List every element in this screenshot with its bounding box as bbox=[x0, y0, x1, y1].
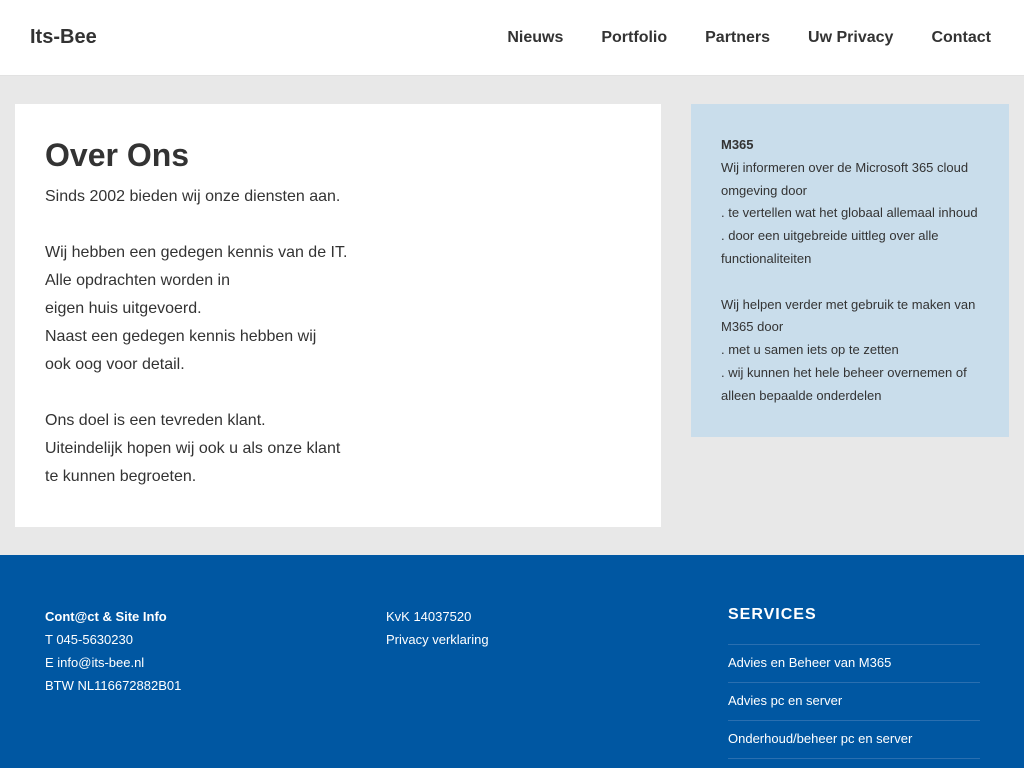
widget-line: M365 door bbox=[721, 319, 784, 335]
widget-title: M365 bbox=[721, 137, 754, 152]
service-link-onderhoud[interactable]: Onderhoud/beheer pc en server bbox=[728, 731, 913, 746]
service-item bbox=[728, 721, 980, 759]
about-line: Wij hebben een gedegen kennis van de IT. bbox=[45, 244, 348, 261]
service-link-m365[interactable]: Advies en Beheer van M365 bbox=[728, 655, 892, 670]
about-line: te kunnen begroeten. bbox=[45, 468, 197, 485]
footer-legal bbox=[386, 605, 489, 651]
site-footer bbox=[0, 555, 1024, 768]
spacer bbox=[45, 379, 631, 407]
about-line: eigen huis uitgevoerd. bbox=[45, 300, 202, 317]
about-line: Alle opdrachten worden in bbox=[45, 272, 231, 289]
spacer bbox=[45, 211, 631, 239]
about-line: Naast een gedegen kennis hebben wij bbox=[45, 328, 317, 345]
nav-item-uw-privacy[interactable]: Uw Privacy bbox=[808, 29, 894, 46]
m365-widget bbox=[691, 104, 1009, 437]
footer-vat: BTW NL116672882B01 bbox=[45, 678, 182, 693]
widget-line: . met u samen iets op te zetten bbox=[721, 342, 899, 358]
site-logo-text[interactable]: Its-Bee bbox=[30, 26, 97, 48]
widget-line: functionaliteiten bbox=[721, 250, 812, 266]
service-item bbox=[728, 645, 980, 683]
spacer bbox=[721, 271, 979, 294]
service-item bbox=[728, 683, 980, 721]
footer-email: E info@its-bee.nl bbox=[45, 655, 145, 670]
nav-item-nieuws[interactable]: Nieuws bbox=[507, 29, 564, 46]
footer-phone: T 045-5630230 bbox=[45, 632, 133, 647]
footer-contact bbox=[45, 605, 181, 697]
widget-line: . te vertellen wat het globaal allemaal inhoud bbox=[721, 205, 978, 221]
nav-item-contact[interactable]: Contact bbox=[931, 29, 991, 46]
widget-line: Wij informeren over de Microsoft 365 cloud bbox=[721, 159, 969, 175]
main-nav bbox=[469, 28, 991, 48]
service-link-pc-server[interactable]: Advies pc en server bbox=[728, 693, 843, 708]
about-card bbox=[15, 104, 661, 527]
footer-services bbox=[728, 605, 980, 759]
about-line: Uiteindelijk hopen wij ook u als onze klant bbox=[45, 440, 341, 457]
privacy-link[interactable]: Privacy verklaring bbox=[386, 632, 489, 647]
nav-item-partners[interactable]: Partners bbox=[705, 29, 771, 46]
widget-line: . door een uitgebreide uittleg over alle bbox=[721, 228, 939, 244]
footer-contact-heading: Cont@ct & Site Info bbox=[45, 609, 167, 624]
services-heading: SERVICES bbox=[728, 605, 980, 645]
widget-line: . wij kunnen het hele beheer overnemen of bbox=[721, 364, 967, 380]
site-header bbox=[0, 0, 1024, 76]
footer-kvk: KvK 14037520 bbox=[386, 609, 472, 624]
about-line: Ons doel is een tevreden klant. bbox=[45, 412, 266, 429]
about-line: ook oog voor detail. bbox=[45, 356, 185, 373]
widget-line: omgeving door bbox=[721, 182, 807, 198]
page-title: Over Ons bbox=[45, 137, 190, 173]
about-line: Sinds 2002 bieden wij onze diensten aan. bbox=[45, 188, 341, 205]
widget-line: alleen bepaalde onderdelen bbox=[721, 387, 882, 403]
widget-line: Wij helpen verder met gebruik te maken van bbox=[721, 296, 976, 312]
nav-item-portfolio[interactable]: Portfolio bbox=[601, 29, 668, 46]
